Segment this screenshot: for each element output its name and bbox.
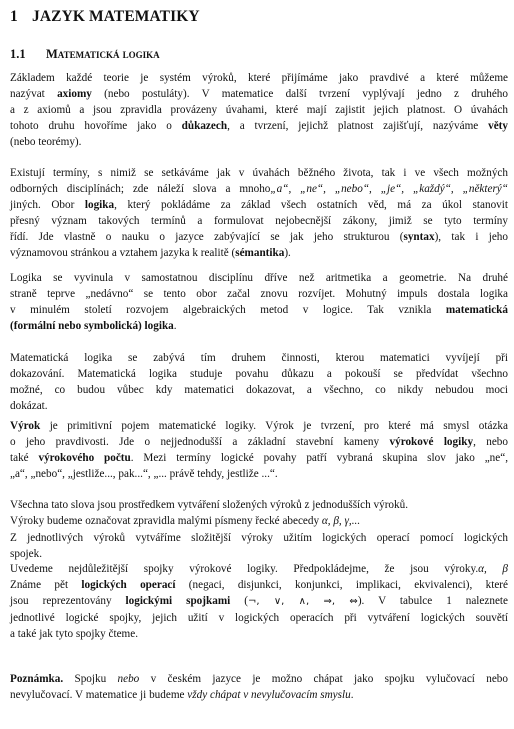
text-line — [10, 671, 508, 687]
text-line — [10, 466, 508, 482]
text-run: . Mezi termíny logické povahy patří vybraná skupina slov jako „ne“, — [130, 452, 508, 464]
bold-term: sémantika — [235, 247, 285, 259]
text-run: jiných. Obor — [10, 199, 85, 211]
text-run: tohoto druhu hovoříme jako o — [10, 120, 182, 132]
text-run: přesný význam takových termínů a formulovat nejobecnější zákony, jimiž se tyto termíny — [10, 215, 508, 227]
text-line — [10, 70, 508, 86]
note-paragraph — [10, 671, 508, 703]
text-line — [10, 418, 508, 434]
text-line — [10, 398, 508, 414]
bold-term: logickými spojkami — [125, 595, 231, 607]
text-run: Logika se vyvinula v samostatnou disciplínu dříve než aritmetika a geometrie. Na druhé — [10, 272, 508, 284]
chapter-title: JAZYK MATEMATIKY — [32, 8, 200, 25]
text-line — [10, 546, 508, 562]
greek-letters: α, β — [478, 563, 508, 575]
text-line — [10, 593, 508, 610]
text-line — [10, 165, 508, 181]
text-run: . — [350, 689, 354, 701]
bold-term: výrokové logiky — [389, 436, 474, 448]
bold-term: Výrok — [10, 420, 41, 432]
text-run: ). V tabulce 1 naleznete — [357, 595, 508, 607]
bold-term: Poznámka. — [10, 673, 64, 685]
text-line — [10, 229, 508, 245]
text-line — [10, 497, 508, 513]
paragraph-greek-notation — [10, 513, 508, 529]
text-run: nevylučovací. V matematice ji budeme — [10, 689, 188, 701]
text-line — [10, 302, 508, 318]
text-run: (nebo postuláty). V matematice další tvrzení vyplývají jedno z druhého — [91, 88, 508, 100]
text-run: a z axiomů a jsou zpravidla provázeny úvahami, které mají zajistit jejich platnost. O úvahách — [10, 104, 508, 116]
paragraph-operations — [10, 561, 508, 642]
paragraph-math-logic — [10, 350, 508, 414]
text-run: nazývat — [10, 88, 58, 100]
chapter-heading — [10, 8, 200, 26]
text-run: jednotlivé logické spojky, jejich užití v logických operacích při vytváření logických souvětí — [10, 612, 508, 624]
text-line — [10, 213, 508, 229]
text-run: , který pokládáme za základ všech ostatních věd, má za úkol stanovit — [114, 199, 508, 211]
paragraph-history — [10, 270, 508, 334]
text-line — [10, 86, 508, 102]
text-line — [10, 318, 508, 334]
text-run: jsou výroky. — [410, 563, 479, 575]
text-line — [10, 245, 508, 261]
text-run: , nebo — [473, 436, 508, 448]
text-line — [10, 102, 508, 118]
bold-term: logika — [84, 199, 115, 211]
text-run: a také jak tyto spojky čteme. — [10, 628, 138, 640]
text-line — [10, 197, 508, 213]
paragraph-axioms — [10, 70, 508, 150]
text-line — [10, 286, 508, 302]
text-run: Spojku — [63, 673, 118, 685]
text-line — [10, 687, 508, 703]
italic-text: „a“, „ne“, „nebo“, „je“, „každý“, „některý“ — [270, 183, 508, 195]
text-run: (nebo teorémy). — [10, 136, 82, 148]
text-run: a mnoho — [225, 183, 271, 195]
text-run: ). — [284, 247, 291, 259]
text-run: Známe pět — [10, 579, 82, 591]
section-number: 1.1 — [10, 47, 26, 61]
text-run: Všechna tato slova jsou prostředkem vytváření složených výroků z jednodušších výroků. — [10, 499, 408, 511]
text-run: Uvedeme nejdůležitější spojky výrokové logiky. Předpokládejme, že — [10, 563, 411, 575]
text-line — [10, 366, 508, 382]
text-run: možné, co budou vůbec kdy matematici dokazovat, a všechno, co nikdy nebudou moci — [10, 384, 508, 396]
text-line — [10, 181, 508, 197]
text-run: v minulém století rozvojem algebraických metod v logice. Tak vznikla — [10, 304, 446, 316]
text-run: Existují termíny, s nimiž se setkáváme jak v úvahách běžného života, tak i ve všech možných — [10, 167, 508, 179]
bold-term: výrokového počtu — [38, 452, 131, 464]
text-run: Matematická logika se zabývá tím druhem činnosti, kterou matematici vyvíjejí při — [10, 352, 508, 364]
text-run: dokazování. Matematická logika studuje povahu důkazu a pokouší se předvídat všechno — [10, 368, 508, 380]
text-run: spojek. — [10, 548, 43, 560]
bold-term: axiomy — [57, 88, 92, 100]
bold-term: (formální nebo symbolická) logika — [10, 320, 174, 332]
text-run: řídí. Jde vlastně o nauku o jazyce zabývající se jak jeho strukturou ( — [10, 231, 404, 243]
text-run: odborných disciplínách; zde náleží slova — [10, 183, 226, 195]
paragraph-connectives-words — [10, 497, 508, 513]
paragraph-statement — [10, 418, 508, 482]
text-run: straně teprve „nedávno“ se tento obor začal znovu rozvíjet. Mohutný impuls dostala logika — [10, 288, 508, 300]
bold-term: logických operací — [81, 579, 176, 591]
text-line — [10, 577, 508, 593]
text-run: (negaci, disjunkci, konjunkci, implikaci, ekvivalenci), které — [175, 579, 508, 591]
text-run: ( — [230, 595, 248, 607]
text-line — [10, 513, 508, 529]
text-line — [10, 382, 508, 398]
text-line — [10, 434, 508, 450]
text-line — [10, 134, 508, 150]
text-run: o jeho pravdivosti. Jde o nejjednodušší a základní stavební kameny — [10, 436, 390, 448]
chapter-number: 1 — [10, 8, 18, 25]
greek-letters: α, β, γ,... — [321, 515, 361, 527]
text-line — [10, 561, 508, 577]
bold-term: důkazech — [181, 120, 228, 132]
text-run: dokázat. — [10, 400, 48, 412]
text-run: Výroky budeme označovat zpravidla malými písmeny řecké abecedy — [10, 515, 322, 527]
text-line — [10, 626, 508, 642]
text-run: „a“, „nebo“, „jestliže..., pak...“, „... právě tehdy, jestliže ...“. — [10, 468, 278, 480]
text-run: je primitivní pojem matematické logiky. Výrok je tvrzení, pro které má smysl otázka — [40, 420, 508, 432]
bold-term: matematická — [445, 304, 508, 316]
text-run: Základem každé teorie je systém výroků, které přijímáme jako pravdivé a které můžeme — [10, 72, 508, 84]
bold-term: syntax — [403, 231, 435, 243]
italic-text: nebo — [117, 673, 140, 685]
text-run: ), tak i jeho — [434, 231, 508, 243]
section-heading — [10, 47, 160, 62]
paragraph-compound — [10, 530, 508, 562]
italic-text: vždy chápat v nevylučovacím smyslu — [187, 689, 351, 701]
text-line — [10, 350, 508, 366]
text-line — [10, 270, 508, 286]
text-run: Z jednotlivých výroků vytváříme složitější výroky užitím logických operací pomocí logických — [10, 532, 508, 544]
text-run: . — [173, 320, 177, 332]
bold-term: věty — [488, 120, 508, 132]
section-title: Matematická logika — [46, 47, 160, 61]
text-run: , a tvrzení, jejichž platnost zajišťují, nazýváme — [227, 120, 489, 132]
connective-symbols: ¬, ∨, ∧, ⇒, ⇔ — [247, 596, 358, 607]
text-run: také — [10, 452, 39, 464]
paragraph-terms — [10, 165, 508, 261]
text-run: v českém jazyce je možno chápat jako spojku vylučovací nebo — [139, 673, 508, 685]
text-line — [10, 530, 508, 546]
text-line — [10, 450, 508, 466]
text-line — [10, 118, 508, 134]
text-line — [10, 610, 508, 626]
text-run: významovou stránkou a vztahem jazyka k realitě ( — [10, 247, 236, 259]
text-run: jsou reprezentovány — [10, 595, 126, 607]
